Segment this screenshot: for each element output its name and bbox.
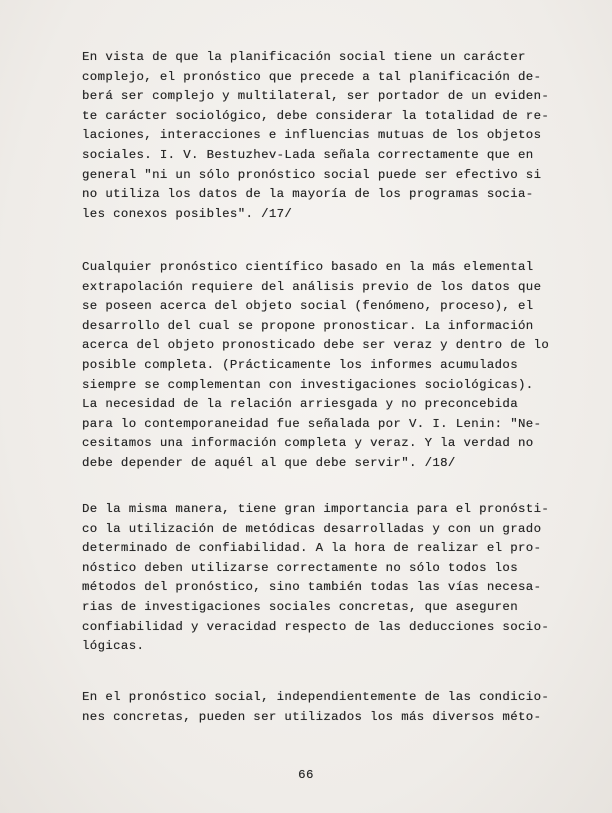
text-line: co la utilización de metódicas desarrolladas y con un grado (82, 521, 542, 536)
text-line: lógicas. (82, 639, 145, 654)
text-line: debe depender de aquél al que debe servir". /18/ (82, 455, 456, 470)
text-line: siempre se complementan con investigaciones sociológicas). (82, 377, 534, 392)
text-line: nes concretas, pueden ser utilizados los más diversos méto- (82, 709, 542, 724)
text-line: laciones, interacciones e influencias mutuas de los objetos (82, 128, 542, 143)
text-line: métodos del pronóstico, sino también todas las vías necesa- (82, 580, 542, 595)
text-line: no utiliza los datos de la mayoría de los programas socia- (82, 187, 534, 202)
paragraph-2 (82, 258, 602, 474)
text-line: En el pronóstico social, independientemente de las condicio- (82, 690, 550, 704)
text-line: desarrollo del cual se propone pronosticar. La información (82, 318, 534, 333)
text-line: determinado de confiabilidad. A la hora de realizar el pro- (82, 541, 542, 556)
text-line: En vista de que la planificación social tiene un carácter (82, 50, 526, 64)
text-line: nóstico deben utilizarse correctamente no sólo todos los (82, 560, 518, 575)
page-number: 66 (298, 768, 314, 782)
text-line: se poseen acerca del objeto social (fenómeno, proceso), el (82, 299, 534, 314)
text-line: te carácter sociológico, debe considerar la totalidad de re- (82, 108, 550, 123)
paragraph-4 (82, 688, 602, 727)
text-line: general "ni un sólo pronóstico social puede ser efectivo si (82, 167, 542, 182)
text-line: les conexos posibles". /17/ (82, 206, 293, 221)
text-line: La necesidad de la relación arriesgada y no preconcebida (82, 397, 518, 412)
text-line: complejo, el pronóstico que precede a tal planificación de- (82, 69, 542, 84)
text-line: acerca del objeto pronosticado debe ser veraz y dentro de lo (82, 338, 550, 353)
text-line: sociales. I. V. Bestuzhev-Lada señala correctamente que en (82, 147, 534, 162)
text-line: cesitamos una información completa y veraz. Y la verdad no (82, 436, 534, 451)
text-line: Cualquier pronóstico científico basado en la más elemental (82, 260, 534, 274)
text-line: posible completa. (Prácticamente los informes acumulados (82, 357, 518, 372)
text-line: rias de investigaciones sociales concretas, que aseguren (82, 599, 518, 614)
paragraph-3 (82, 500, 602, 657)
text-line: confiabilidad y veracidad respecto de las deducciones socio- (82, 619, 550, 634)
paragraph-1 (82, 48, 602, 224)
text-line: berá ser complejo y multilateral, ser portador de un eviden- (82, 89, 550, 104)
text-line: De la misma manera, tiene gran importancia para el pronósti- (82, 502, 550, 516)
text-line: para lo contemporaneidad fue señalada por V. I. Lenin: "Ne- (82, 416, 542, 431)
text-line: extrapolación requiere del análisis previo de los datos que (82, 279, 542, 294)
